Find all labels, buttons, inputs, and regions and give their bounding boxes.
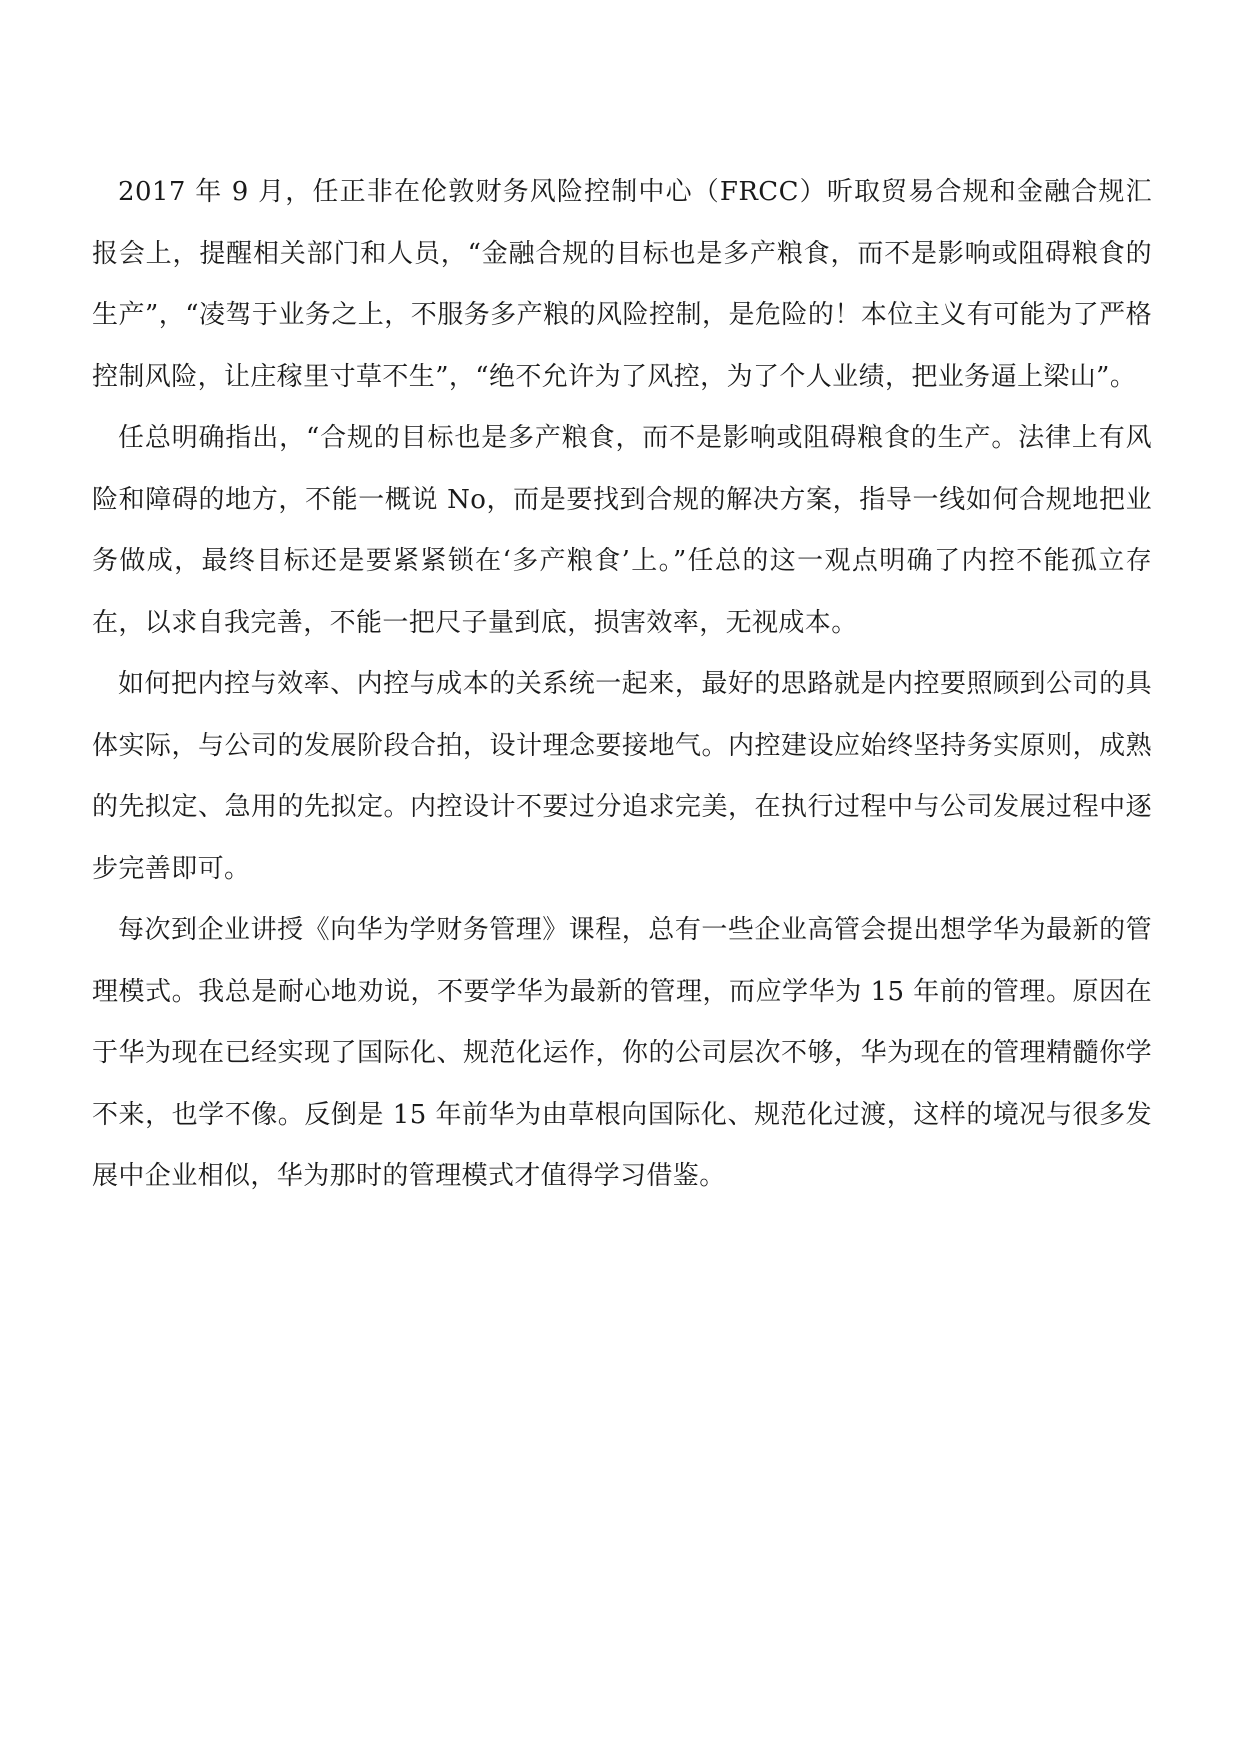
paragraph-1: 2017 年 9 月，任正非在伦敦财务风险控制中心（FRCC）听取贸易合规和金融合规汇报会上，提醒相关部门和人员，“金融合规的目标也是多产粮食，而不是影响或阻碍粮食的生产”，“凌驾于业务之上，不服务多产粮的风险控制，是危险的！本位主义有可能为了严格控制风险，让庄稼里寸草不生”，“绝不允许为了风控，为了个人业绩，把业务逼上梁山”。 [92,177,1152,392]
document-body [92,162,1152,1208]
paragraph-4: 每次到企业讲授《向华为学财务管理》课程，总有一些企业高管会提出想学华为最新的管理模式。我总是耐心地劝说，不要学华为最新的管理，而应学华为 15 年前的管理。原因在于华为现在已经实现了国际化、规范化运作，你的公司层次不够，华为现在的管理精髓你学不来，也学不像。反倒是 15 年前华为由草根向国际化、规范化过渡，这样的境况与很多发展中企业相似，华为那时的管理模式才值得学习借鉴。 [92,915,1152,1191]
paragraph-3: 如何把内控与效率、内控与成本的关系统一起来，最好的思路就是内控要照顾到公司的具体实际，与公司的发展阶段合拍，设计理念要接地气。内控建设应始终坚持务实原则，成熟的先拟定、急用的先拟定。内控设计不要过分追求完美，在执行过程中与公司发展过程中逐步完善即可。 [92,669,1152,884]
paragraph-2: 任总明确指出，“合规的目标也是多产粮食，而不是影响或阻碍粮食的生产。法律上有风险和障碍的地方，不能一概说 No，而是要找到合规的解决方案，指导一线如何合规地把业务做成，最终目标还是要紧紧锁在‘多产粮食’上。”任总的这一观点明确了内控不能孤立存在，以求自我完善，不能一把尺子量到底，损害效率，无视成本。 [92,423,1152,638]
